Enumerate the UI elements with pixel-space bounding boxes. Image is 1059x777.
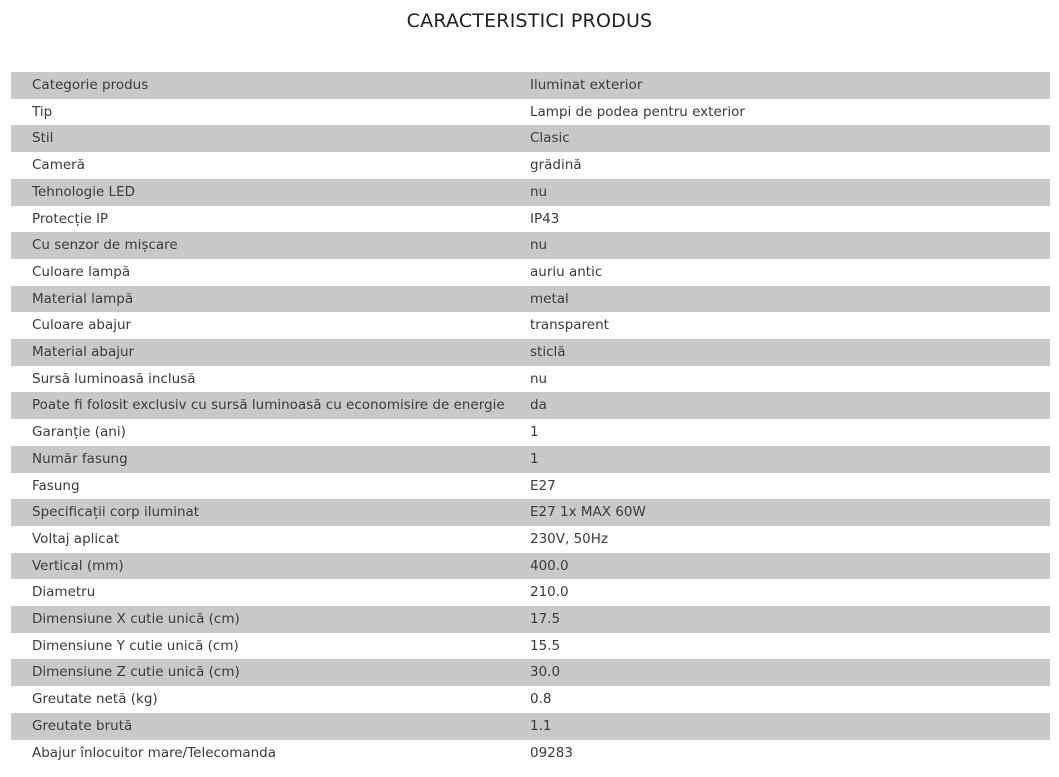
spec-value: 0.8: [530, 686, 1050, 713]
table-row: [11, 659, 1050, 686]
spec-label: Specificații corp iluminat: [11, 499, 530, 526]
spec-label: Cu senzor de mișcare: [11, 232, 530, 259]
spec-label: Protecție IP: [11, 206, 530, 233]
spec-label: Garanție (ani): [11, 419, 530, 446]
spec-value: 15.5: [530, 633, 1050, 660]
table-row: [11, 72, 1050, 99]
table-row: [11, 179, 1050, 206]
spec-value: transparent: [530, 312, 1050, 339]
spec-value: IP43: [530, 206, 1050, 233]
spec-label: Cameră: [11, 152, 530, 179]
table-row: [11, 686, 1050, 713]
table-row: [11, 366, 1050, 393]
spec-value: 09283: [530, 740, 1050, 767]
table-row: [11, 579, 1050, 606]
table-row: [11, 339, 1050, 366]
spec-label: Vertical (mm): [11, 553, 530, 580]
spec-value: 1.1: [530, 713, 1050, 740]
table-row: [11, 286, 1050, 313]
table-row: [11, 259, 1050, 286]
spec-value: nu: [530, 232, 1050, 259]
spec-value: 210.0: [530, 579, 1050, 606]
table-row: [11, 446, 1050, 473]
table-row: [11, 526, 1050, 553]
spec-value: E27 1x MAX 60W: [530, 499, 1050, 526]
spec-value: sticlă: [530, 339, 1050, 366]
spec-label: Număr fasung: [11, 446, 530, 473]
table-row: [11, 419, 1050, 446]
table-row: [11, 99, 1050, 126]
spec-value: 30.0: [530, 659, 1050, 686]
table-row: [11, 553, 1050, 580]
spec-value: 1: [530, 419, 1050, 446]
spec-label: Culoare lampă: [11, 259, 530, 286]
spec-value: Clasic: [530, 125, 1050, 152]
spec-value: E27: [530, 473, 1050, 500]
spec-label: Categorie produs: [11, 72, 530, 99]
table-row: [11, 473, 1050, 500]
spec-label: Sursă luminoasă inclusă: [11, 366, 530, 393]
spec-value: nu: [530, 179, 1050, 206]
table-row: [11, 633, 1050, 660]
spec-label: Greutate brută: [11, 713, 530, 740]
spec-value: auriu antic: [530, 259, 1050, 286]
spec-value: grădină: [530, 152, 1050, 179]
spec-label: Abajur înlocuitor mare/Telecomanda: [11, 740, 530, 767]
spec-label: Tehnologie LED: [11, 179, 530, 206]
table-row: [11, 392, 1050, 419]
spec-value: 1: [530, 446, 1050, 473]
spec-value: Lampi de podea pentru exterior: [530, 99, 1050, 126]
table-row: [11, 740, 1050, 767]
spec-label: Tip: [11, 99, 530, 126]
spec-label: Culoare abajur: [11, 312, 530, 339]
table-row: [11, 206, 1050, 233]
spec-label: Greutate netă (kg): [11, 686, 530, 713]
table-row: [11, 499, 1050, 526]
table-row: [11, 713, 1050, 740]
table-row: [11, 606, 1050, 633]
spec-value: 17.5: [530, 606, 1050, 633]
spec-label: Material abajur: [11, 339, 530, 366]
spec-label: Stil: [11, 125, 530, 152]
spec-label: Poate fi folosit exclusiv cu sursă luminoasă cu economisire de energie: [11, 392, 530, 419]
table-row: [11, 125, 1050, 152]
spec-value: 400.0: [530, 553, 1050, 580]
spec-value: metal: [530, 286, 1050, 313]
spec-value: nu: [530, 366, 1050, 393]
spec-label: Dimensiune Z cutie unică (cm): [11, 659, 530, 686]
table-row: [11, 152, 1050, 179]
spec-label: Dimensiune Y cutie unică (cm): [11, 633, 530, 660]
spec-label: Fasung: [11, 473, 530, 500]
specs-table: [11, 72, 1050, 766]
spec-value: Iluminat exterior: [530, 72, 1050, 99]
table-row: [11, 312, 1050, 339]
spec-label: Voltaj aplicat: [11, 526, 530, 553]
spec-value: da: [530, 392, 1050, 419]
table-row: [11, 232, 1050, 259]
spec-label: Material lampă: [11, 286, 530, 313]
spec-value: 230V, 50Hz: [530, 526, 1050, 553]
spec-label: Diametru: [11, 579, 530, 606]
specs-table-body: [11, 72, 1050, 766]
spec-label: Dimensiune X cutie unică (cm): [11, 606, 530, 633]
page-title: CARACTERISTICI PRODUS: [406, 10, 653, 32]
